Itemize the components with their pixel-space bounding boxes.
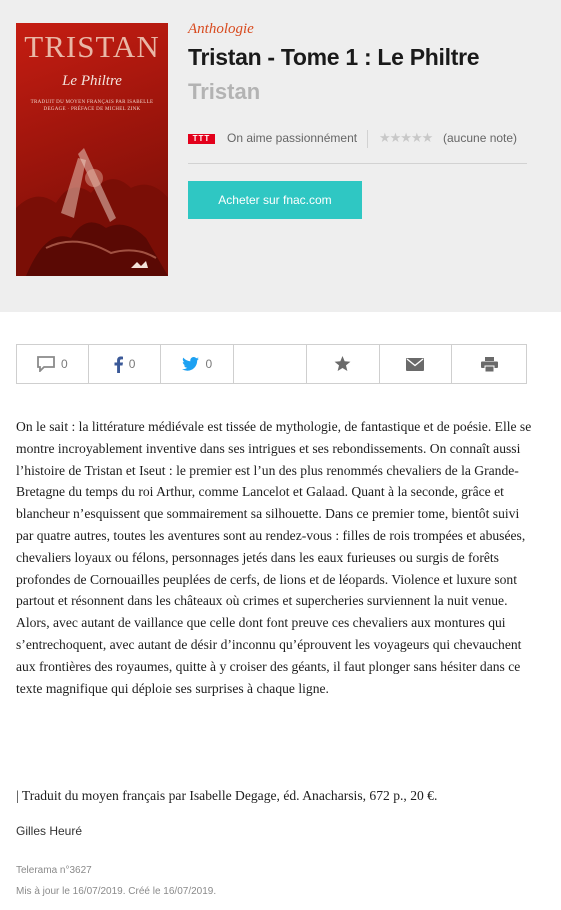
email-share-button[interactable] — [380, 345, 453, 383]
article-body: On le sait : la littérature médiévale est tissée de mythologie, de fantastique et de poésie. Elle se montre incroyablement inventive dans ses intrigues et ses rebondissements. On connaît aussi l’histoire de Tristan et Iseut : le premier est l’un des plus renommés chevaliers de la Grande-Bretagne du temps du roi Arthur, comme Lancelot et Galaad. Quant à la seconde, grâce et blancheur n’esquissent que sommairement sa silhouette. Dans ce premier tome, bientôt suivi par quatre autres, toutes les aventures sont au rendez-vous : filles de rois trompées et abusées, chevaliers loyaux ou félons, personnages jetés dans les eaux furieuses ou surgis de forêts profondes de Cornouailles peuplées de cerfs, de lions et de léopards. Violence et luxure sont partout et résonnent dans les châteaux où crimes et supercheries surviennent la nuit venue. Alors, avec autant de vaillance que celle dont font preuve ces chevaliers aux montures qui s’entrechoquent, avec autant de désir d’inconnu qu’éprouvent les voyageurs qui chevauchent aux frontières des royaumes, quitte à y croiser des géants, il faut plonger sans hésiter dans ce texte magnifique qui déploie ses surprises à chaque ligne. — [16, 419, 532, 696]
ttt-logo: TTT — [188, 134, 215, 144]
comments-button[interactable] — [17, 345, 89, 383]
book-author[interactable]: Tristan — [188, 79, 261, 104]
book-cover-image[interactable] — [16, 23, 168, 276]
issue-number: Telerama n°3627 — [16, 865, 92, 876]
cover-subtitle: Le Philtre — [62, 73, 122, 89]
facebook-count: 0 — [128, 357, 136, 371]
book-title: Tristan - Tome 1 : Le Philtre — [188, 44, 480, 70]
book-category[interactable]: Anthologie — [188, 21, 254, 37]
comment-icon — [37, 356, 55, 372]
publication-dates: Mis à jour le 16/07/2019. Créé le 16/07/2019. — [16, 886, 217, 897]
comments-count: 0 — [61, 357, 68, 371]
facebook-icon — [114, 356, 123, 373]
cover-credit: TRADUIT DU MOYEN FRANÇAIS PAR ISABELLE DEGAGE · PRÉFACE DE MICHEL ZINK — [30, 100, 154, 112]
print-icon — [481, 357, 498, 372]
user-rating-label: (aucune note) — [443, 131, 518, 145]
critic-rating-label: On aime passionnément — [227, 131, 358, 145]
reviewer-name[interactable]: Gilles Heuré — [16, 824, 83, 838]
book-credits: | Traduit du moyen français par Isabelle Degage, éd. Anacharsis, 672 p., 20 €. — [16, 788, 438, 803]
cover-illustration — [16, 118, 168, 276]
mail-icon — [406, 358, 424, 371]
facebook-share-button[interactable] — [89, 345, 162, 383]
book-header — [0, 0, 561, 312]
rating-divider — [367, 130, 368, 148]
print-button[interactable] — [452, 345, 526, 383]
share-empty-slot — [234, 345, 307, 383]
twitter-share-button[interactable] — [161, 345, 234, 383]
star-icon — [334, 356, 351, 372]
buy-fnac-button[interactable]: Acheter sur fnac.com — [188, 181, 362, 219]
rating-row — [188, 126, 527, 164]
twitter-count: 0 — [205, 357, 213, 371]
share-bar — [16, 344, 527, 384]
favorite-button[interactable] — [307, 345, 380, 383]
twitter-icon — [182, 357, 199, 371]
star-rating-icon[interactable]: ★★★★★ — [379, 130, 433, 145]
cover-title: TRISTAN — [24, 29, 160, 64]
